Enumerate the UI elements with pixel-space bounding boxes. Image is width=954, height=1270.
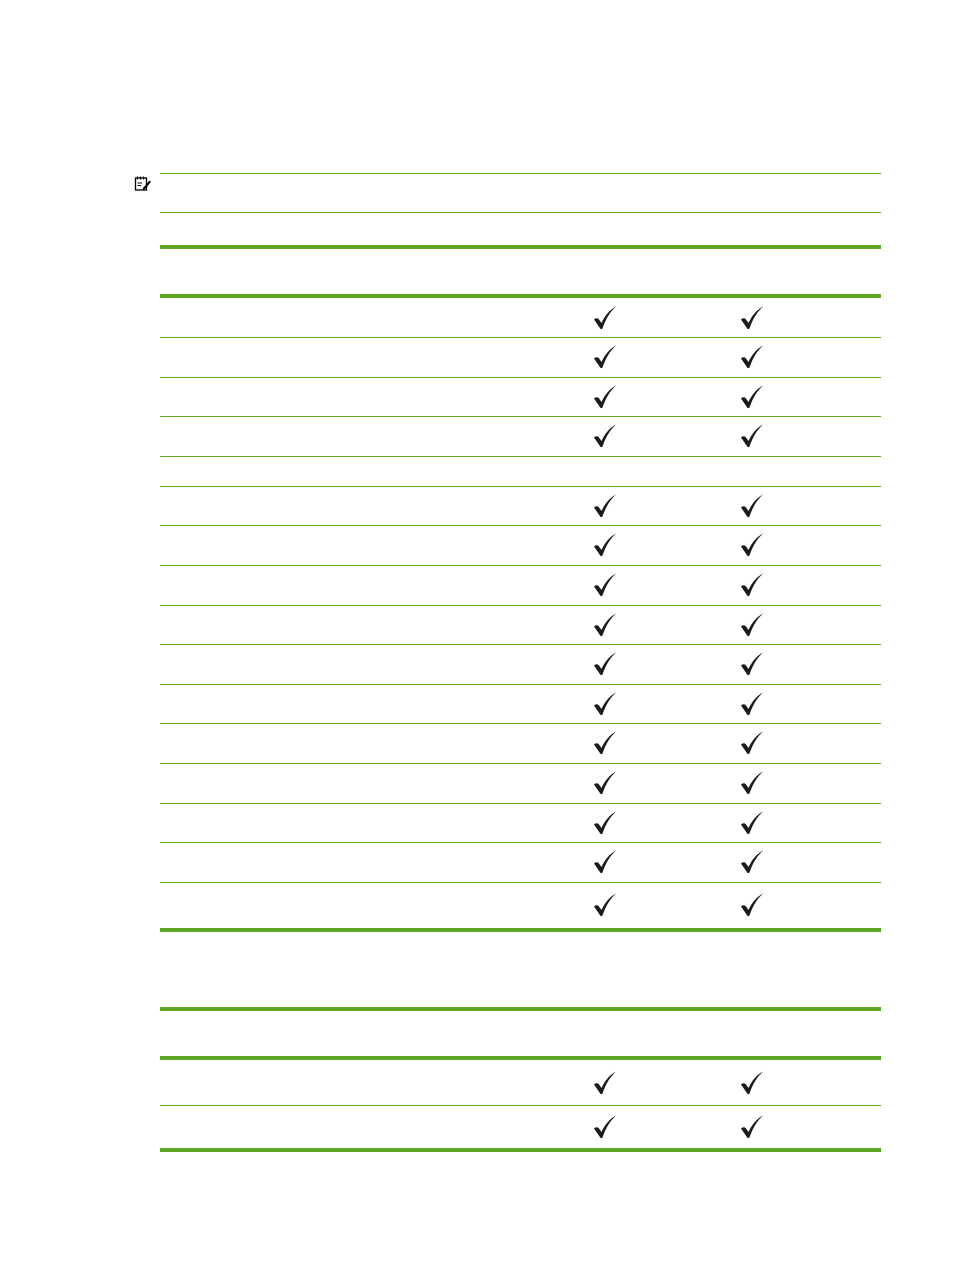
check-mark-icon xyxy=(739,691,765,717)
check-mark-icon xyxy=(592,730,618,756)
row-divider xyxy=(160,416,881,417)
row-divider xyxy=(160,565,881,566)
check-mark-icon xyxy=(592,1070,618,1096)
check-mark-icon xyxy=(592,384,618,410)
row-divider xyxy=(160,763,881,764)
table2-bottom-rule xyxy=(160,1148,881,1152)
table2-header-rule xyxy=(160,1056,881,1060)
check-mark-icon xyxy=(592,691,618,717)
check-mark-icon xyxy=(739,1070,765,1096)
check-mark-icon xyxy=(739,344,765,370)
row-divider xyxy=(160,842,881,843)
check-mark-icon xyxy=(739,1114,765,1140)
check-mark-icon xyxy=(592,612,618,638)
check-mark-icon xyxy=(739,810,765,836)
row-divider xyxy=(160,456,881,457)
check-mark-icon xyxy=(592,810,618,836)
check-mark-icon xyxy=(592,651,618,677)
row-divider xyxy=(160,486,881,487)
check-mark-icon xyxy=(592,1114,618,1140)
row-divider xyxy=(160,525,881,526)
check-mark-icon xyxy=(592,770,618,796)
check-mark-icon xyxy=(739,730,765,756)
check-mark-icon xyxy=(592,849,618,875)
table2-top-rule xyxy=(160,1007,881,1011)
row-divider xyxy=(160,377,881,378)
check-mark-icon xyxy=(739,493,765,519)
check-mark-icon xyxy=(739,305,765,331)
table1-top-rule xyxy=(160,245,881,249)
check-mark-icon xyxy=(592,892,618,918)
row-divider xyxy=(160,1105,881,1106)
note-pad-icon xyxy=(134,175,152,193)
note-top-rule xyxy=(160,173,881,174)
check-mark-icon xyxy=(592,423,618,449)
check-mark-icon xyxy=(739,849,765,875)
row-divider xyxy=(160,684,881,685)
row-divider xyxy=(160,337,881,338)
check-mark-icon xyxy=(739,612,765,638)
check-mark-icon xyxy=(739,384,765,410)
table1-header-rule xyxy=(160,294,881,298)
note-bottom-rule xyxy=(160,212,881,213)
row-divider xyxy=(160,605,881,606)
row-divider xyxy=(160,723,881,724)
check-mark-icon xyxy=(739,770,765,796)
check-mark-icon xyxy=(592,344,618,370)
check-mark-icon xyxy=(592,572,618,598)
check-mark-icon xyxy=(739,892,765,918)
check-mark-icon xyxy=(739,572,765,598)
check-mark-icon xyxy=(739,532,765,558)
check-mark-icon xyxy=(592,305,618,331)
table1-bottom-rule xyxy=(160,928,881,932)
row-divider xyxy=(160,644,881,645)
check-mark-icon xyxy=(592,493,618,519)
check-mark-icon xyxy=(739,651,765,677)
check-mark-icon xyxy=(739,423,765,449)
check-mark-icon xyxy=(592,532,618,558)
row-divider xyxy=(160,882,881,883)
row-divider xyxy=(160,803,881,804)
